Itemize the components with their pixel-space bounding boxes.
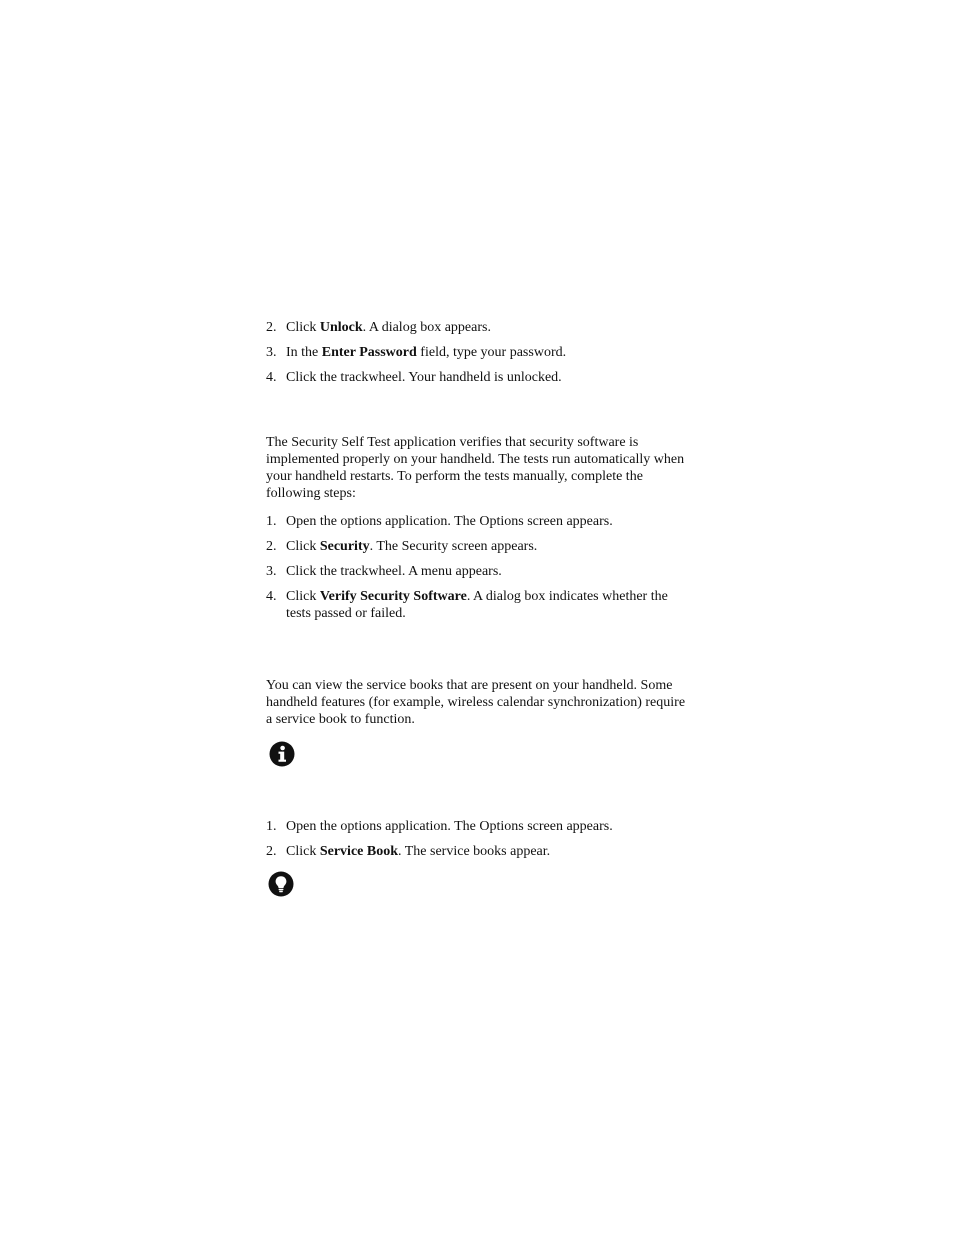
step-number: 3. (266, 345, 277, 360)
self-test-section (266, 434, 686, 502)
step-number: 2. (266, 320, 277, 335)
list-item: 3. Click the trackwheel. A menu appears. (266, 564, 502, 579)
step-number: 3. (266, 564, 277, 579)
lightbulb-icon (268, 871, 294, 897)
service-books-section (266, 677, 686, 728)
list-item: 4. Click Verify Security Software. A dialog box indicates whether the tests passed or failed. (266, 589, 668, 621)
list-item: 2. Click Security. The Security screen appears. (266, 539, 538, 554)
service-books-steps-list (266, 818, 686, 860)
list-item: 2. Click Unlock. A dialog box appears. (266, 320, 491, 335)
step-number: 1. (266, 819, 277, 834)
ui-term: Unlock (319, 320, 363, 335)
unlock-steps-list (266, 319, 686, 386)
ui-term: Service Book (319, 844, 398, 859)
self-test-intro: The Security Self Test application verifies that security software is implemented properly on your handheld. The tests run automatically when your handheld restarts. To perform the tests manually, complete the following steps: (266, 435, 685, 501)
self-test-steps-list (266, 513, 686, 622)
ui-term: Enter Password (321, 345, 417, 360)
list-item: 4. Click the trackwheel. Your handheld is unlocked. (266, 370, 562, 385)
step-number: 1. (266, 514, 277, 529)
service-books-steps-section (266, 818, 686, 868)
list-item: 1. Open the options application. The Options screen appears. (266, 514, 613, 529)
step-number: 2. (266, 844, 277, 859)
info-icon (269, 741, 295, 767)
list-item: 3. In the Enter Password field, type your password. (266, 345, 567, 360)
service-books-intro: You can view the service books that are present on your handheld. Some handheld features (for example, wireless calendar synchronization) require a service book to function. (266, 678, 686, 727)
unlock-steps-section (266, 319, 686, 394)
list-item: 2. Click Service Book. The service books appear. (266, 844, 551, 859)
list-item: 1. Open the options application. The Options screen appears. (266, 819, 613, 834)
ui-term: Security (319, 539, 370, 554)
step-number: 4. (266, 370, 277, 385)
step-number: 4. (266, 589, 277, 604)
step-number: 2. (266, 539, 277, 554)
self-test-steps-section (266, 513, 686, 630)
ui-term: Verify Security Software (319, 589, 467, 604)
